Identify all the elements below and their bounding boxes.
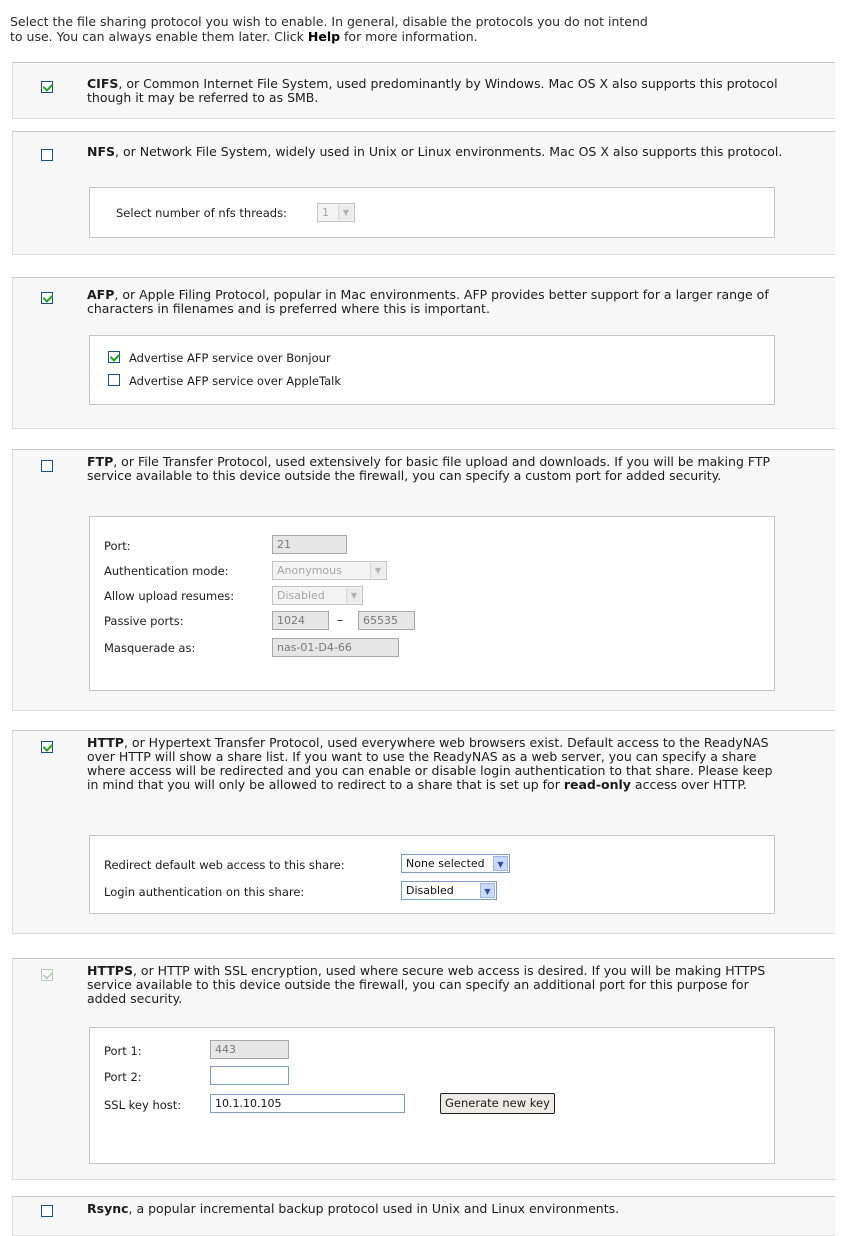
nfs-description [87, 145, 787, 159]
cifs-section [12, 62, 835, 119]
rsync-checkbox[interactable] [41, 1205, 53, 1217]
nfs-desc-text: , or Network File System, widely used in Unix or Linux environments. Mac OS X also supports this protocol. [115, 144, 783, 159]
ftp-resume-value: Disabled [277, 589, 325, 602]
nfs-threads-value: 1 [322, 206, 329, 219]
ftp-auth-select[interactable] [272, 561, 387, 580]
http-redirect-select[interactable] [401, 854, 510, 873]
http-options-panel [89, 835, 775, 914]
generate-new-key-button[interactable]: Generate new key [440, 1093, 555, 1114]
http-redirect-value: None selected [406, 857, 485, 870]
http-name: HTTP [87, 735, 124, 750]
http-login-label: Login authentication on this share: [104, 885, 305, 899]
passive-range-dash: – [337, 613, 343, 627]
ftp-auth-value: Anonymous [277, 564, 342, 577]
nfs-checkbox[interactable] [41, 149, 53, 161]
https-checkbox[interactable] [41, 969, 53, 981]
intro-text-part: for more information. [340, 29, 478, 44]
ftp-checkbox[interactable] [41, 460, 53, 472]
ftp-options-panel [89, 516, 775, 691]
rsync-name: Rsync [87, 1201, 129, 1216]
chevron-down-icon: ▼ [346, 588, 361, 603]
http-desc-text-end: access over HTTP. [630, 777, 747, 792]
ftp-passive-to-field[interactable]: 65535 [358, 611, 415, 630]
afp-bonjour-label: Advertise AFP service over Bonjour [129, 351, 331, 365]
cifs-name: CIFS [87, 76, 119, 91]
afp-description [87, 288, 787, 316]
afp-section [12, 277, 835, 429]
http-checkbox[interactable] [41, 741, 53, 753]
afp-checkbox[interactable] [41, 292, 53, 304]
intro-text-part: to use. You can always enable them later. Click [10, 29, 308, 44]
afp-name: AFP [87, 287, 115, 302]
https-description [87, 964, 787, 1006]
http-description [87, 736, 787, 792]
https-ssl-label: SSL key host: [104, 1098, 182, 1112]
http-login-value: Disabled [406, 884, 454, 897]
https-port1-field[interactable]: 443 [210, 1040, 289, 1059]
ftp-auth-label: Authentication mode: [104, 564, 229, 578]
help-link-text: Help [307, 29, 341, 44]
nfs-name: NFS [87, 144, 116, 159]
rsync-section [12, 1196, 835, 1236]
ftp-masq-field[interactable]: nas-01-D4-66 [272, 638, 399, 657]
chevron-down-icon: ▼ [493, 856, 508, 871]
intro-line-2 [10, 29, 830, 44]
rsync-desc-text: , a popular incremental backup protocol used in Unix and Linux environments. [128, 1201, 620, 1216]
ftp-section [12, 449, 835, 711]
https-port1-label: Port 1: [104, 1044, 142, 1058]
afp-options-panel [89, 335, 775, 405]
cifs-checkbox[interactable] [41, 81, 53, 93]
https-desc-text: , or HTTP with SSL encryption, used where secure web access is desired. If you will be making HTTPS service available to this device outside the firewall, you can specify an additional port for this purpose for added security. [87, 963, 766, 1006]
http-section [12, 730, 835, 934]
cifs-description [87, 77, 787, 105]
afp-desc-text: , or Apple Filing Protocol, popular in Mac environments. AFP provides better support for a larger range of characters in filenames and is preferred where this is important. [87, 287, 769, 316]
https-section [12, 958, 835, 1180]
nfs-threads-select[interactable] [317, 203, 355, 222]
https-port2-label: Port 2: [104, 1070, 142, 1084]
chevron-down-icon: ▼ [480, 883, 495, 898]
ftp-port-field[interactable]: 21 [272, 535, 347, 554]
ftp-passive-from-field[interactable]: 1024 [272, 611, 329, 630]
http-redirect-label: Redirect default web access to this share: [104, 858, 345, 872]
ftp-port-label: Port: [104, 539, 131, 553]
ftp-resume-select[interactable] [272, 586, 363, 605]
afp-bonjour-checkbox[interactable] [108, 351, 120, 363]
ftp-description [87, 455, 787, 483]
ftp-masq-label: Masquerade as: [104, 641, 196, 655]
http-login-select[interactable] [401, 881, 497, 900]
intro-line-1: Select the file sharing protocol you wish to enable. In general, disable the protocols you do not intend [10, 14, 648, 29]
nfs-threads-label: Select number of nfs threads: [116, 206, 287, 220]
https-ssl-field[interactable]: 10.1.10.105 [210, 1094, 405, 1113]
cifs-desc-text: , or Common Internet File System, used predominantly by Windows. Mac OS X also supports this protocol though it may be referred to as SMB. [87, 76, 778, 105]
https-options-panel [89, 1027, 775, 1164]
rsync-description [87, 1202, 787, 1216]
ftp-desc-text: , or File Transfer Protocol, used extensively for basic file upload and downloads. If you will be making FTP service available to this device outside the firewall, you can specify a custom port for added security. [87, 454, 770, 483]
nfs-section [12, 131, 835, 255]
chevron-down-icon: ▼ [370, 563, 385, 578]
ftp-name: FTP [87, 454, 114, 469]
chevron-down-icon: ▼ [338, 205, 353, 220]
https-name: HTTPS [87, 963, 133, 978]
afp-appletalk-checkbox[interactable] [108, 374, 120, 386]
http-desc-text: , or Hypertext Transfer Protocol, used everywhere web browsers exist. Default access to the ReadyNAS over HTTP will show a share list. If you want to use the ReadyNAS as a web server, you can specify a share where access will be redirected and you can enable or disable login authentication to that share. Please keep in mind that you will only be allowed to redirect to a share that is set up for [87, 735, 773, 792]
nfs-options-panel [89, 187, 775, 238]
ftp-passive-label: Passive ports: [104, 614, 184, 628]
ftp-resume-label: Allow upload resumes: [104, 589, 235, 603]
afp-appletalk-label: Advertise AFP service over AppleTalk [129, 374, 341, 388]
http-desc-bold: read-only [563, 777, 631, 792]
intro-text [10, 14, 830, 44]
https-port2-field[interactable] [210, 1066, 289, 1085]
